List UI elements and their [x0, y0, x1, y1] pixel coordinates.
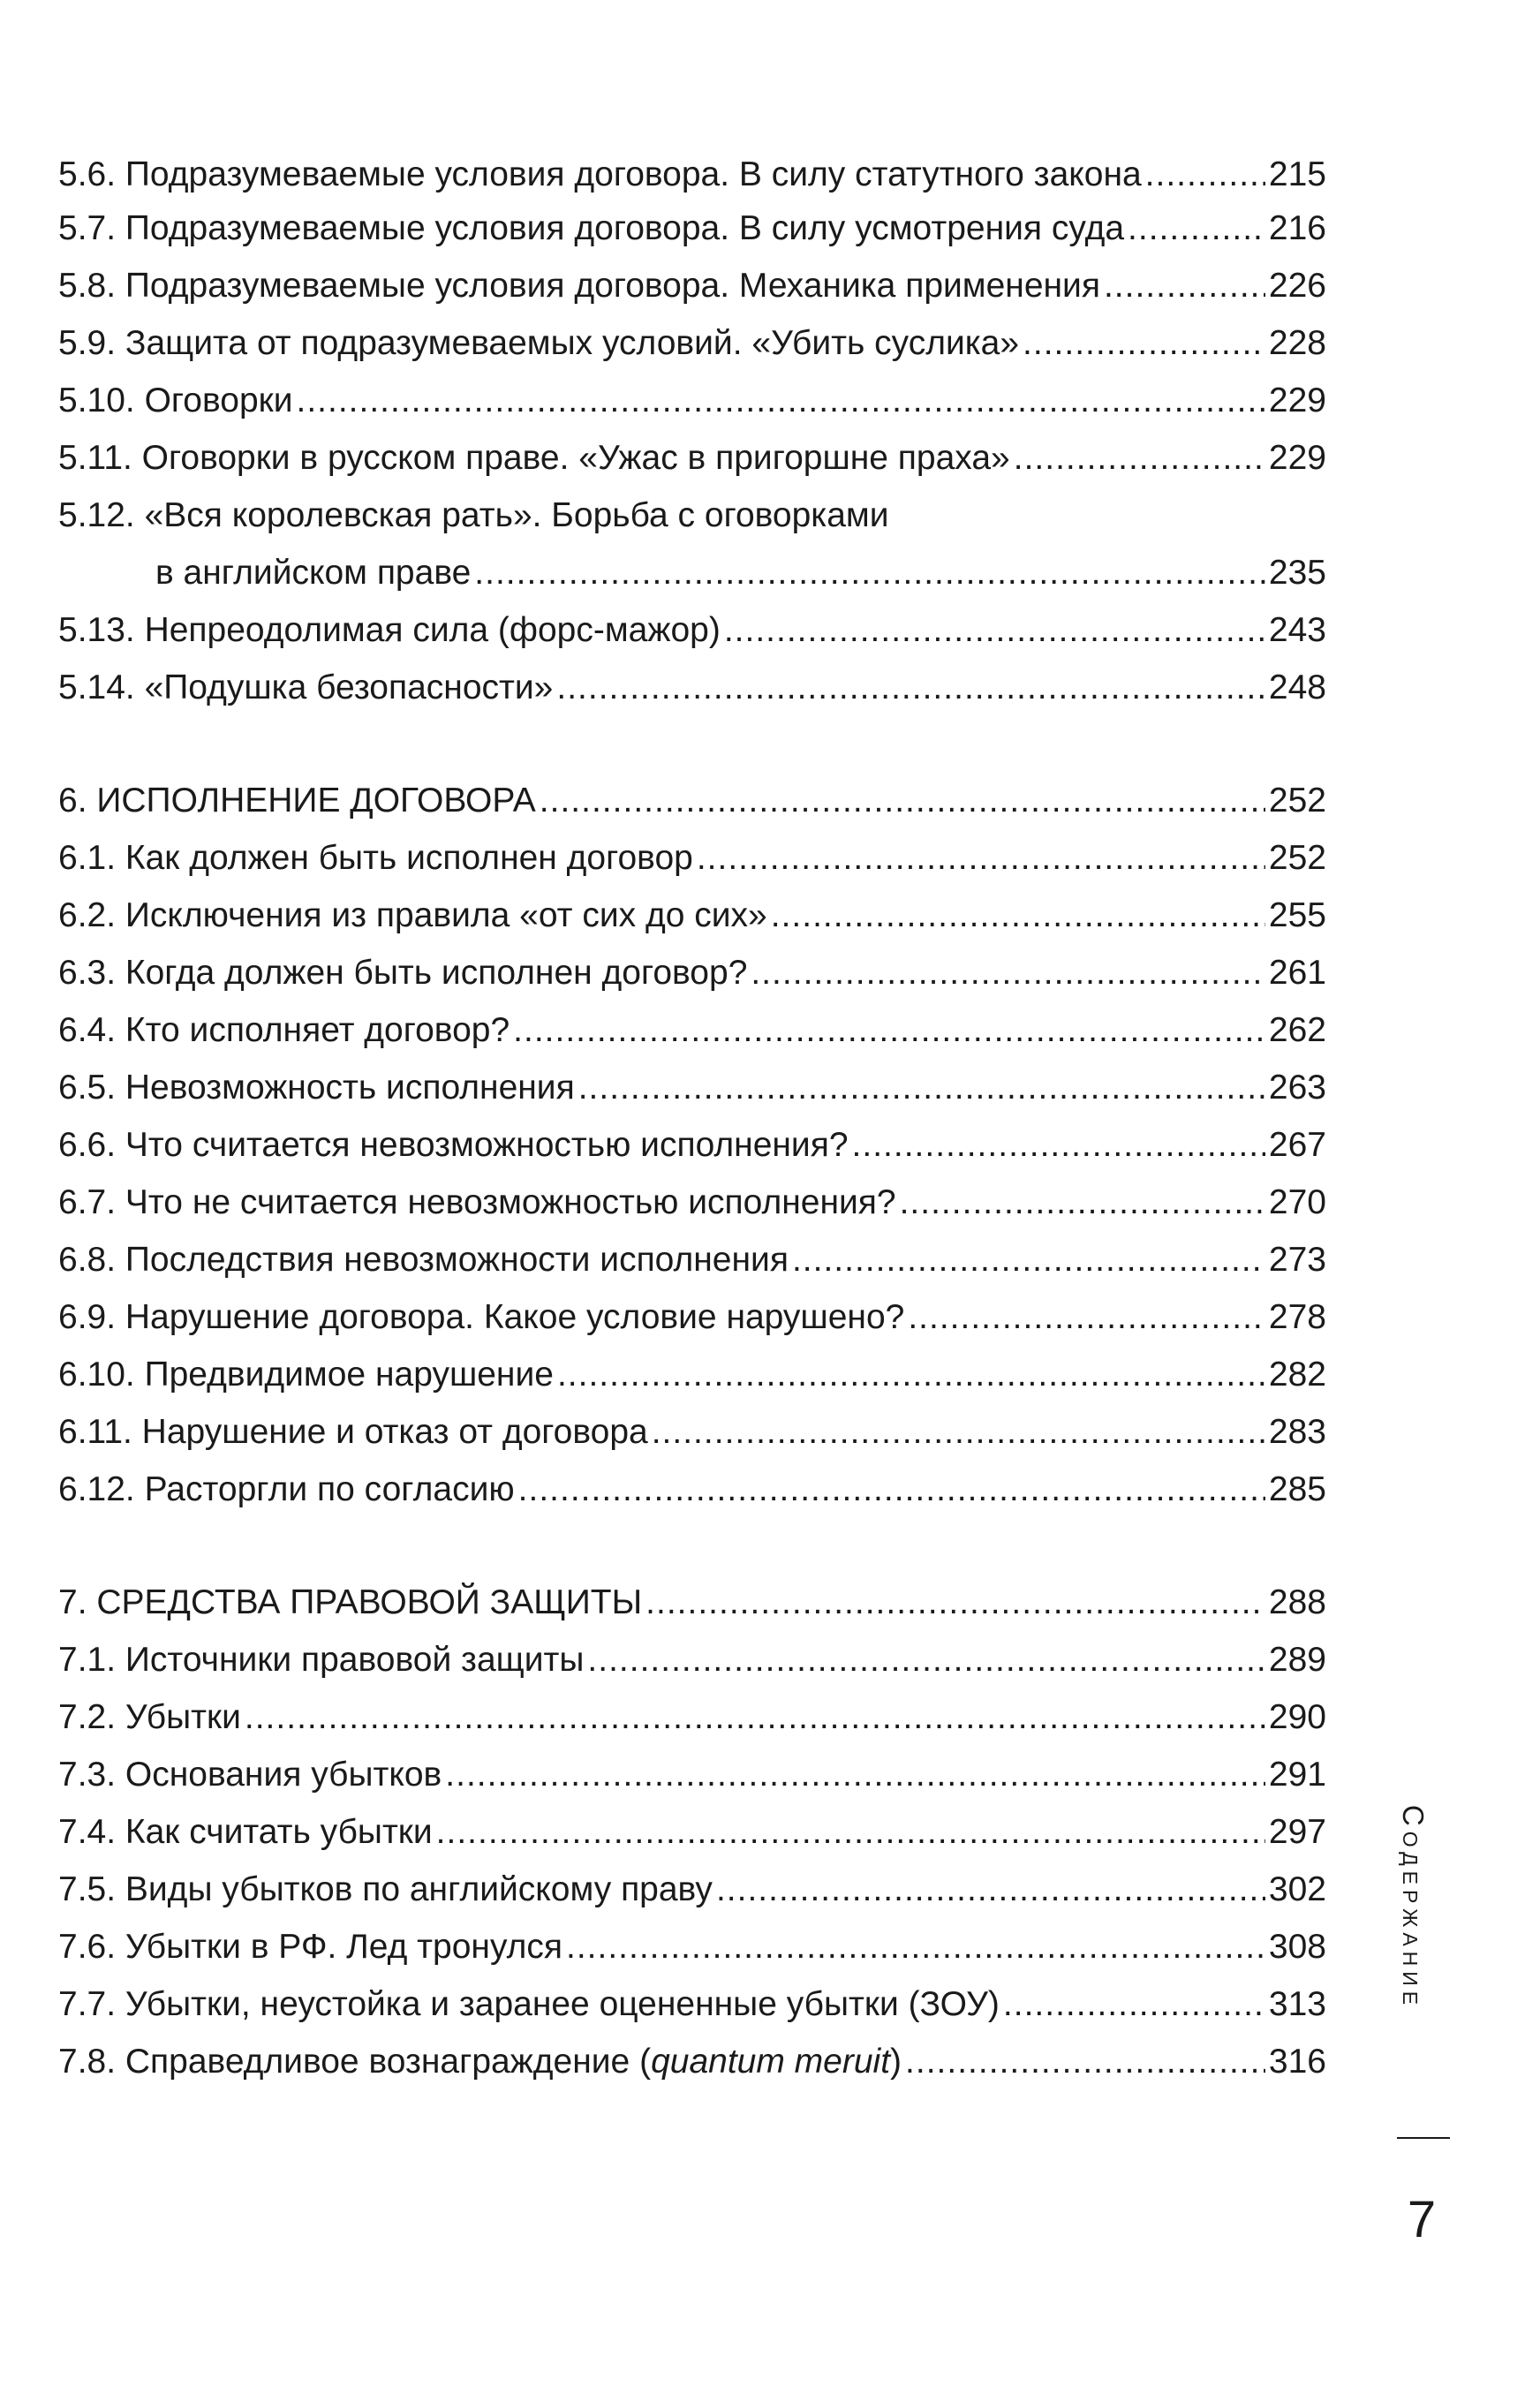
- toc-page-number: 270: [1268, 1183, 1326, 1221]
- toc-entry: [58, 1116, 1326, 1174]
- toc-entry-title-text: 5.11. Оговорки в русском праве. «Ужас в пригоршне праха»: [58, 439, 1010, 477]
- toc-entry-title-text: 5.7. Подразумеваемые условия договора. В силу усмотрения суда: [58, 209, 1125, 247]
- toc-entry: [58, 1574, 1326, 1631]
- dot-leader: [1023, 314, 1265, 372]
- toc-entry-title: 5.12. «Вся королевская рать». Борьба с оговорками: [58, 496, 889, 534]
- dot-leader: [1003, 1975, 1265, 2033]
- toc-entry-title-text: 7.3. Основания убытков: [58, 1756, 442, 1794]
- toc-entry-title: [58, 772, 536, 829]
- toc-entry-title: [58, 257, 1100, 314]
- toc-entry-title-text: 6.4. Кто исполняет договор?: [58, 1011, 510, 1049]
- dot-leader: [540, 772, 1265, 829]
- toc-entry: [58, 1001, 1326, 1059]
- toc-page-number: 262: [1268, 1011, 1326, 1049]
- toc-entry-title: [58, 1861, 713, 1918]
- dot-leader: [445, 1746, 1265, 1803]
- toc-entry: [58, 1631, 1326, 1688]
- toc-entry-title: [58, 1461, 515, 1518]
- toc-page-number: 282: [1268, 1356, 1326, 1394]
- toc-entry: [58, 150, 1326, 200]
- toc-entry: [58, 1174, 1326, 1231]
- dot-leader: [436, 1803, 1265, 1861]
- running-head-text: Содержание: [1397, 1804, 1430, 2011]
- toc-entry-title-text: 6.5. Невозможность исполнения: [58, 1069, 575, 1107]
- toc-entry-title-text: 5.14. «Подушка безопасности»: [58, 668, 554, 706]
- toc-entry-title: [58, 829, 693, 887]
- toc-page-number: 252: [1268, 839, 1326, 877]
- toc-page-number: 235: [1268, 554, 1326, 592]
- toc-entry-title: [58, 200, 1124, 257]
- toc-page-number: 243: [1268, 611, 1326, 649]
- toc-page-number: 273: [1268, 1241, 1326, 1279]
- toc-entry-title: [58, 1288, 904, 1346]
- toc-page-number: 288: [1268, 1583, 1326, 1621]
- dot-leader: [1145, 150, 1265, 200]
- toc-entry-title-text: 5.13. Непреодолимая сила (форс-мажор): [58, 611, 721, 649]
- toc-entry-title-text: 7.7. Убытки, неустойка и заранее оцененные убытки (ЗОУ): [58, 1985, 1000, 2023]
- dot-leader: [1128, 200, 1265, 257]
- toc-entry: [58, 1231, 1326, 1288]
- toc-page-number: 297: [1268, 1813, 1326, 1851]
- toc-page-number: 226: [1268, 267, 1326, 305]
- toc-section: [58, 150, 1326, 716]
- toc-entry: [58, 200, 1326, 257]
- toc-entry-title: [58, 1231, 789, 1288]
- dot-leader: [771, 887, 1265, 944]
- toc-entry: [58, 314, 1326, 372]
- toc-entry: [58, 487, 1326, 544]
- toc-entry-title: [58, 1803, 433, 1861]
- dot-leader: [557, 1346, 1265, 1403]
- toc-entry-title-text: 6.12. Расторгли по согласию: [58, 1470, 515, 1508]
- toc-entry: [58, 1803, 1326, 1861]
- dot-leader: [578, 1059, 1265, 1116]
- toc-page-number: 252: [1268, 782, 1326, 820]
- toc-entry: [58, 1861, 1326, 1918]
- toc-page-number: 285: [1268, 1470, 1326, 1508]
- dot-leader: [1104, 257, 1265, 314]
- toc-entry: [58, 1346, 1326, 1403]
- dot-leader: [724, 601, 1265, 659]
- toc-entry: [58, 1975, 1326, 2033]
- toc-entry-title-italic: quantum meruit: [651, 2043, 891, 2081]
- toc-entry-title-text: 5.9. Защита от подразумеваемых условий. «Убить суслика»: [58, 324, 1020, 362]
- toc-page-number: 216: [1268, 209, 1326, 247]
- dot-leader: [566, 1918, 1265, 1975]
- toc-entry: [58, 257, 1326, 314]
- running-head: [1378, 1749, 1448, 2066]
- toc-entry-title-text: 6.9. Нарушение договора. Какое условие нарушено?: [58, 1298, 905, 1336]
- toc-entry-title: [58, 1631, 584, 1688]
- toc-page-number: 261: [1268, 954, 1326, 992]
- toc-page-number: 278: [1268, 1298, 1326, 1336]
- toc-entry-title-text: 7. СРЕДСТВА ПРАВОВОЙ ЗАЩИТЫ: [58, 1583, 643, 1621]
- dot-leader: [908, 1288, 1265, 1346]
- toc-section: [58, 772, 1326, 1518]
- toc-entry-title-text: 7.5. Виды убытков по английскому праву: [58, 1870, 713, 1908]
- toc-entry: [58, 772, 1326, 829]
- dot-leader: [513, 1001, 1265, 1059]
- toc-entry-title-text: 6.1. Как должен быть исполнен договор: [58, 839, 693, 877]
- toc-entry-title-text: 6.10. Предвидимое нарушение: [58, 1356, 554, 1394]
- dot-leader: [474, 544, 1265, 601]
- section-gap: [58, 716, 1326, 772]
- toc-entry-title-suffix: ): [890, 2043, 902, 2081]
- toc-entry-title-text: 7.4. Как считать убытки: [58, 1813, 433, 1851]
- toc-entry-title: [58, 887, 767, 944]
- toc-entry: [58, 887, 1326, 944]
- dot-leader: [556, 659, 1265, 716]
- toc-entry: [58, 601, 1326, 659]
- dot-leader: [296, 372, 1264, 429]
- toc-entry-title-text: 7.6. Убытки в РФ. Лед тронулся: [58, 1928, 562, 1966]
- toc-page-number: 255: [1268, 896, 1326, 934]
- toc-entry: [58, 1288, 1326, 1346]
- toc-entry-title-text: 7.1. Источники правовой защиты: [58, 1641, 585, 1679]
- toc-entry-title: [58, 150, 1142, 200]
- toc-entry: [58, 1688, 1326, 1746]
- toc-page-number: 302: [1268, 1870, 1326, 1908]
- toc-entry-title-text: 6. ИСПОЛНЕНИЕ ДОГОВОРА: [58, 782, 536, 820]
- toc-entry: [58, 659, 1326, 716]
- toc-entry-title: [58, 372, 292, 429]
- toc-page-number: 290: [1268, 1698, 1326, 1736]
- toc-entry-title-text: 6.3. Когда должен быть исполнен договор?: [58, 954, 748, 992]
- toc-page-number: 229: [1268, 381, 1326, 419]
- toc-entry-title: [58, 1403, 648, 1461]
- dot-leader: [645, 1574, 1265, 1631]
- toc-page-number: 291: [1268, 1756, 1326, 1794]
- toc-entry: [58, 429, 1326, 487]
- dot-leader: [518, 1461, 1265, 1518]
- section-gap: [58, 1518, 1326, 1574]
- page-number: 7: [1407, 2191, 1437, 2248]
- toc-entry-title: [58, 429, 1010, 487]
- toc-entry-title-text: 5.8. Подразумеваемые условия договора. Механика применения: [58, 267, 1100, 305]
- dot-leader: [792, 1231, 1265, 1288]
- toc-entry-title: [58, 601, 721, 659]
- toc-entry: [58, 2033, 1326, 2090]
- toc-page-number: 267: [1268, 1126, 1326, 1164]
- toc-entry: [58, 1403, 1326, 1461]
- toc-page-number: 289: [1268, 1641, 1326, 1679]
- toc-page-number: 228: [1268, 324, 1326, 362]
- dot-leader: [751, 944, 1265, 1001]
- toc-entry-title-text: 6.2. Исключения из правила «от сих до сих»: [58, 896, 767, 934]
- dot-leader: [905, 2033, 1265, 2090]
- toc-page-number: 313: [1268, 1985, 1326, 2023]
- dot-leader: [652, 1403, 1265, 1461]
- toc-page-number: 316: [1268, 2043, 1326, 2081]
- toc-page-number: 283: [1268, 1413, 1326, 1451]
- toc-page-number: 248: [1268, 668, 1326, 706]
- toc-entry-title: [58, 1001, 510, 1059]
- toc-entry-title: [58, 1574, 642, 1631]
- toc-entry-title: [58, 1688, 241, 1746]
- toc-entry-title: [58, 1975, 1000, 2033]
- toc-entry-title: [58, 1174, 896, 1231]
- toc-entry: [58, 944, 1326, 1001]
- toc-entry: [58, 544, 1326, 601]
- toc-entry-title: [58, 1059, 575, 1116]
- toc-entry-title: [58, 944, 747, 1001]
- toc-page-number: 229: [1268, 439, 1326, 477]
- toc-entry-title: [58, 1918, 562, 1975]
- toc-entry-title-text: 5.6. Подразумеваемые условия договора. В силу статутного закона: [58, 155, 1142, 193]
- toc-entry: [58, 1918, 1326, 1975]
- toc-page-number: 215: [1268, 155, 1326, 193]
- dot-leader: [587, 1631, 1265, 1688]
- folio-rule: [1397, 2137, 1450, 2139]
- toc-entry-title: [58, 1746, 442, 1803]
- dot-leader: [852, 1116, 1265, 1174]
- toc-entry-title-text: 7.2. Убытки: [58, 1698, 241, 1736]
- table-of-contents: [58, 150, 1326, 2090]
- dot-leader: [716, 1861, 1265, 1918]
- toc-entry-title-text: 6.6. Что считается невозможностью исполнения?: [58, 1126, 849, 1164]
- dot-leader: [1014, 429, 1265, 487]
- toc-page-number: 263: [1268, 1069, 1326, 1107]
- toc-entry-title-text: 6.8. Последствия невозможности исполнения: [58, 1241, 789, 1279]
- toc-entry-title-continuation: в английском праве: [155, 554, 472, 592]
- toc-entry: [58, 1746, 1326, 1803]
- dot-leader: [245, 1688, 1265, 1746]
- toc-entry-title-text: 5.10. Оговорки: [58, 381, 293, 419]
- toc-entry-title: [58, 1116, 849, 1174]
- toc-entry-title-text: 6.7. Что не считается невозможностью исполнения?: [58, 1183, 896, 1221]
- toc-entry-title-text: 6.11. Нарушение и отказ от договора: [58, 1413, 648, 1451]
- toc-entry: [58, 1461, 1326, 1518]
- dot-leader: [697, 829, 1265, 887]
- toc-entry: [58, 1059, 1326, 1116]
- toc-entry-title: [58, 2033, 902, 2090]
- toc-entry-title-text: 7.8. Справедливое вознаграждение (: [58, 2043, 652, 2081]
- toc-entry-title: [58, 659, 553, 716]
- toc-entry-title: [58, 314, 1019, 372]
- toc-section: [58, 1574, 1326, 2090]
- toc-page-number: 308: [1268, 1928, 1326, 1966]
- dot-leader: [900, 1174, 1265, 1231]
- toc-entry: [58, 372, 1326, 429]
- toc-entry: [58, 829, 1326, 887]
- toc-entry-title: [58, 1346, 554, 1403]
